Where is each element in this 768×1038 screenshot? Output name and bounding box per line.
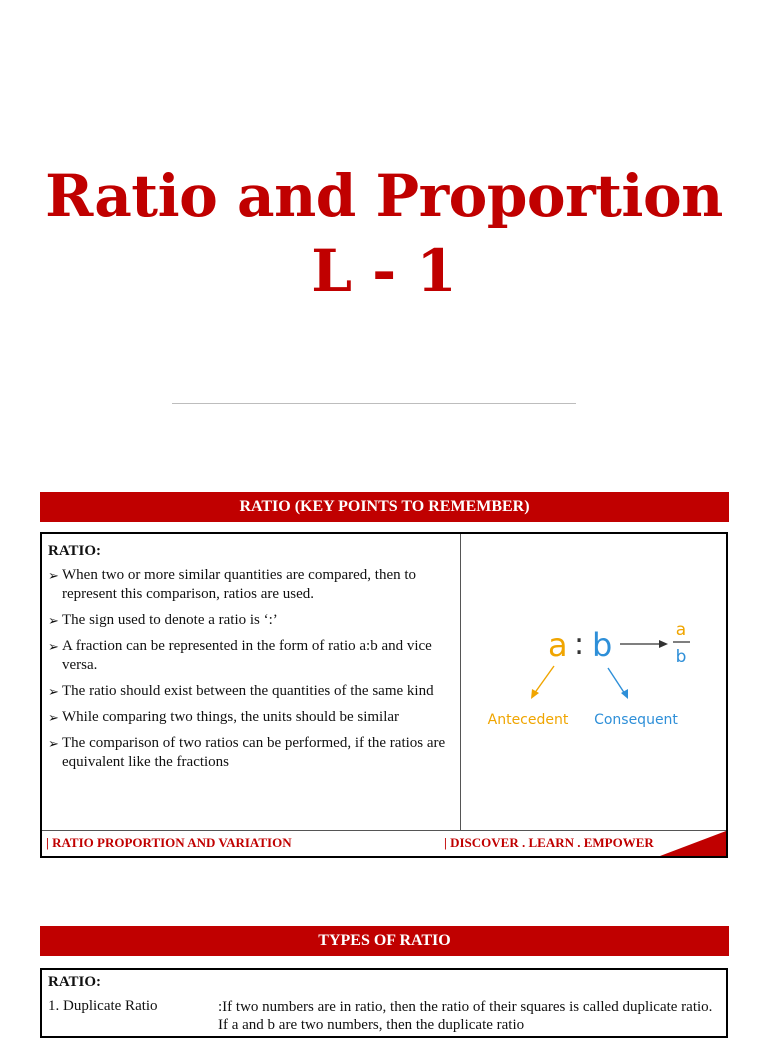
title-divider [172,403,576,404]
fraction-numerator: a [675,620,687,640]
panel-heading: RATIO: [48,974,102,990]
section-band-types: TYPES OF RATIO [40,926,729,956]
slide-footer [42,830,726,856]
point-text: The ratio should exist between the quantities of the same kind [62,683,434,699]
bullet-arrow-icon: ➢ [48,639,59,654]
antecedent-label: Antecedent [487,712,569,728]
ratio-type-definition: :If two numbers are in ratio, then the ratio of their squares is called duplicate ratio. If a and b are two numbers, then the duplicate ratio [218,999,713,1033]
consequent-label: Consequent [594,712,678,728]
footer-accent-wedge [660,831,726,856]
bullet-arrow-icon: ➢ [48,684,59,699]
list-item [48,566,454,604]
diagram-colon: : [574,627,585,662]
key-points-panel [42,534,461,830]
bullet-arrow-icon: ➢ [48,710,59,725]
list-item [48,637,454,675]
title-block [0,160,768,310]
footer-tagline: | DISCOVER . LEARN . EMPOWER [444,835,654,850]
fraction-denominator: b [675,647,687,667]
point-text: While comparing two things, the units should be similar [62,709,400,725]
bullet-arrow-icon: ➢ [48,613,59,628]
ratio-diagram [462,534,726,830]
ratio-type-term: 1. Duplicate Ratio [48,998,158,1014]
bullet-arrow-icon: ➢ [48,736,59,751]
slide-types [40,968,728,1038]
list-item [48,734,454,772]
point-text: The sign used to denote a ratio is ‘:’ [62,612,278,628]
panel-heading: RATIO: [48,543,102,559]
page-title: Ratio and Proportion [45,162,723,230]
point-text: A fraction can be represented in the form of ratio a:b and vice versa. [62,638,432,673]
bullet-arrow-icon: ➢ [48,568,59,583]
slide-key-points [40,532,728,858]
key-points-list [48,566,454,772]
ratio-diagram-svg [462,534,726,830]
list-item [48,708,454,727]
consequent-arrow-line [608,668,625,694]
list-item [48,682,454,701]
antecedent-arrow-head [531,689,539,699]
diagram-b: b [592,626,613,664]
diagram-a: a [548,626,568,664]
section-band-key-points: RATIO (KEY POINTS TO REMEMBER) [40,492,729,522]
antecedent-arrow-line [534,666,554,694]
point-text: When two or more similar quantities are compared, then to represent this comparison, ratios are used. [62,567,417,602]
lesson-number: L - 1 [311,237,457,305]
point-text: The comparison of two ratios can be performed, if the ratios are equivalent like the fractions [62,735,446,770]
footer-course-label: | RATIO PROPORTION AND VARIATION [46,835,292,850]
right-arrow-head [659,640,668,648]
list-item [48,611,454,630]
